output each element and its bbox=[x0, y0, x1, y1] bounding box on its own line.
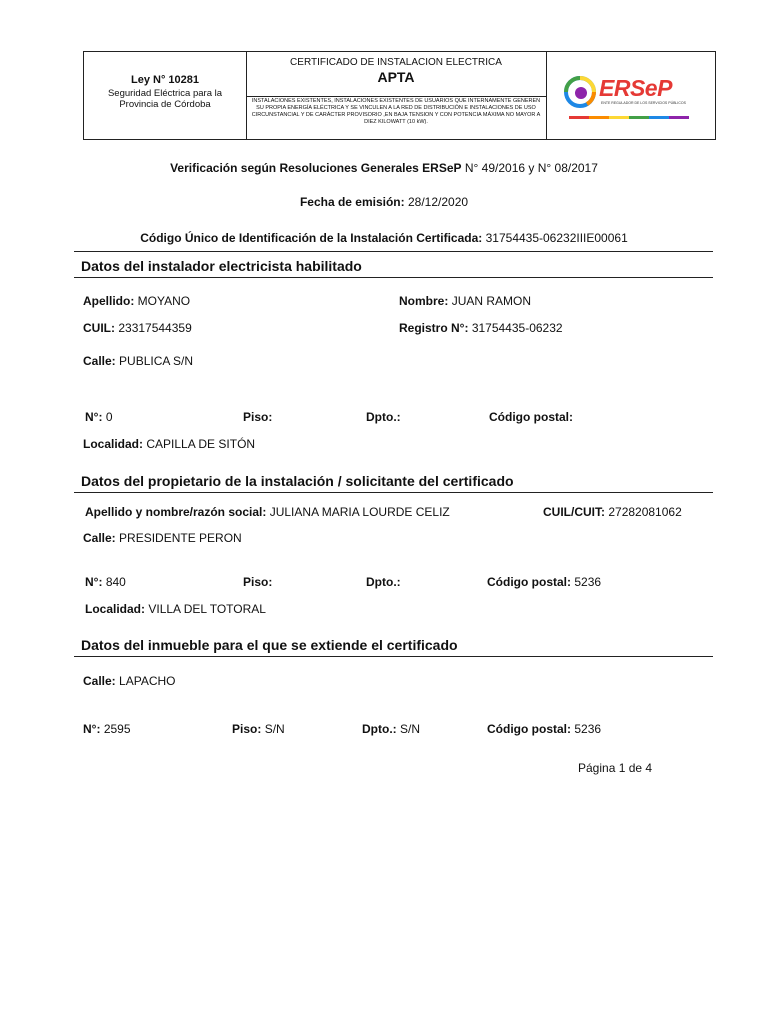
property-street: LAPACHO bbox=[119, 674, 176, 688]
owner-postal-code-field: Código postal: 5236 bbox=[487, 575, 602, 589]
owner-cuit-field: CUIL/CUIT: 27282081062 bbox=[543, 505, 682, 519]
property-floor-field: Piso: S/N bbox=[232, 722, 285, 736]
property-apartment-field: Dpto.: S/N bbox=[362, 722, 421, 736]
owner-street: PRESIDENTE PERON bbox=[119, 531, 242, 545]
page-number: Página 1 de 4 bbox=[578, 761, 653, 775]
property-street-field: Calle: LAPACHO bbox=[83, 674, 176, 688]
issue-date-label: Fecha de emisión: bbox=[299, 195, 405, 209]
installer-locality: CAPILLA DE SITÓN bbox=[146, 437, 256, 451]
unique-code-value: 31754435-06232IIIE00061 bbox=[485, 231, 628, 245]
section-divider bbox=[74, 277, 713, 278]
issue-date-line bbox=[0, 195, 768, 209]
property-apartment: S/N bbox=[400, 722, 421, 736]
owner-cuit: 27282081062 bbox=[608, 505, 682, 519]
section-divider bbox=[74, 492, 713, 493]
installer-apartment-field: Dpto.: bbox=[366, 410, 401, 424]
owner-postal-code: 5236 bbox=[574, 575, 602, 589]
property-postal-code: 5236 bbox=[574, 722, 602, 736]
installer-street: PUBLICA S/N bbox=[119, 354, 194, 368]
installer-surname-field: Apellido: MOYANO bbox=[83, 294, 191, 308]
unique-code-label: Código Único de Identificación de la Instalación Certificada: bbox=[140, 231, 483, 245]
owner-floor-field: Piso: bbox=[243, 575, 273, 589]
owner-number: 840 bbox=[105, 575, 126, 589]
verification-value: N° 49/2016 y N° 08/2017 bbox=[464, 161, 598, 175]
certificate-status: APTA bbox=[377, 69, 415, 85]
issue-date-value: 28/12/2020 bbox=[407, 195, 469, 209]
certificate-header-box bbox=[83, 51, 716, 140]
installer-postal-code-field: Código postal: bbox=[489, 410, 573, 424]
installer-street-field: Calle: PUBLICA S/N bbox=[83, 354, 194, 368]
property-section-title: Datos del inmueble para el que se extiende el certificado bbox=[81, 637, 458, 653]
property-postal-code-field: Código postal: 5236 bbox=[487, 722, 602, 736]
installer-cuil: 23317544359 bbox=[118, 321, 192, 335]
logo-wordmark: ERSeP bbox=[599, 75, 672, 101]
logo-subtitle: ENTE REGULADOR DE LOS SERVICIOS PÚBLICOS bbox=[601, 101, 686, 105]
owner-apartment-field: Dpto.: bbox=[366, 575, 401, 589]
owner-number-field: N°: 840 bbox=[85, 575, 126, 589]
law-subtitle-line1: Seguridad Eléctrica para la bbox=[107, 88, 223, 99]
installer-name: JUAN RAMON bbox=[451, 294, 532, 308]
owner-locality: VILLA DEL TOTORAL bbox=[148, 602, 266, 616]
owner-name: JULIANA MARIA LOURDE CELIZ bbox=[269, 505, 450, 519]
ersep-logo bbox=[547, 52, 715, 139]
installer-registry: 31754435-06232 bbox=[471, 321, 563, 335]
certificate-title-block bbox=[246, 52, 546, 97]
section-divider bbox=[74, 656, 713, 657]
section-divider bbox=[74, 251, 713, 252]
certificate-type-cell bbox=[246, 52, 547, 139]
owner-name-field: Apellido y nombre/razón social: JULIANA MARIA LOURDE CELIZ bbox=[85, 505, 450, 519]
verification-label: Verificación según Resoluciones Generales ERSeP bbox=[170, 161, 462, 175]
law-number: Ley N° 10281 bbox=[131, 74, 199, 86]
owner-street-field: Calle: PRESIDENTE PERON bbox=[83, 531, 242, 545]
law-cell bbox=[84, 52, 247, 139]
certificate-title: CERTIFICADO DE INSTALACION ELECTRICA bbox=[290, 57, 502, 68]
installer-surname: MOYANO bbox=[137, 294, 191, 308]
installer-floor-field: Piso: bbox=[243, 410, 273, 424]
owner-locality-field: Localidad: VILLA DEL TOTORAL bbox=[85, 602, 266, 616]
installer-number: 0 bbox=[105, 410, 113, 424]
installer-registry-field: Registro N°: 31754435-06232 bbox=[399, 321, 563, 335]
installer-name-field: Nombre: JUAN RAMON bbox=[399, 294, 532, 308]
verification-line bbox=[0, 161, 768, 175]
unique-code-line bbox=[0, 231, 768, 245]
certificate-scope-text: INSTALACIONES EXISTENTES, INSTALACIONES EXISTENTES DE USUARIOS QUE INTERNAMENTE GENEREN SU PROPIA ENERGÍA ELÉCTRICA Y SE VINCULEN A LA RED DE DISTRIBUCIÓN E INSTALACIONES DE USO CIRCUNSTANCIAL Y DE CARÁCTER PROVISORIO ,EN BAJA TENSION Y CON POTENCIA MÁXIMA NO MAYOR A DIEZ KILOWATT (10 kW). bbox=[251, 98, 541, 125]
law-subtitle-line2: Provincia de Córdoba bbox=[119, 99, 211, 110]
property-number: 2595 bbox=[103, 722, 131, 736]
installer-section-title: Datos del instalador electricista habilitado bbox=[81, 258, 362, 274]
installer-number-field: N°: 0 bbox=[85, 410, 113, 424]
property-floor: S/N bbox=[264, 722, 285, 736]
owner-section-title: Datos del propietario de la instalación / solicitante del certificado bbox=[81, 473, 514, 489]
installer-cuil-field: CUIL: 23317544359 bbox=[83, 321, 192, 335]
installer-locality-field: Localidad: CAPILLA DE SITÓN bbox=[83, 437, 256, 451]
property-number-field: N°: 2595 bbox=[83, 722, 131, 736]
